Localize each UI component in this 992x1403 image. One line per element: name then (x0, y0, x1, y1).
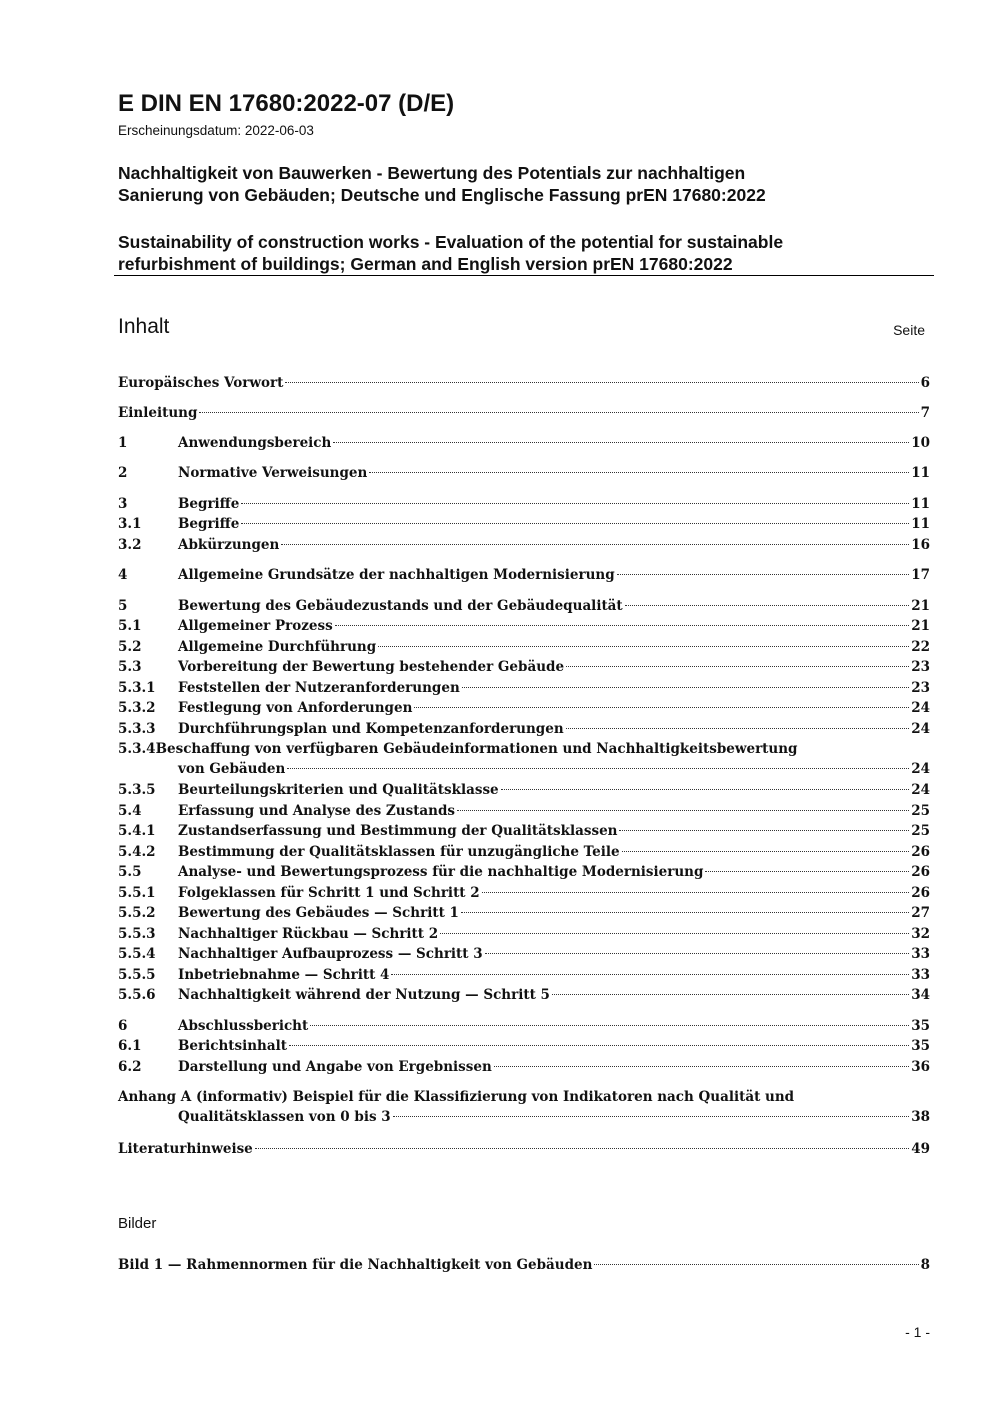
toc-leader-dots (241, 503, 909, 504)
toc-entry-page: 10 (911, 435, 930, 451)
toc-entry-line (118, 657, 930, 677)
toc-entry[interactable] (118, 463, 930, 483)
title-german-line-1: Nachhaltigkeit von Bauwerken - Bewertung des Potentials zur nachhaltigen (118, 163, 746, 183)
toc-entry[interactable] (118, 924, 930, 944)
toc-entry-line (118, 463, 930, 483)
toc-entry-line (118, 535, 930, 555)
toc-entry-title: Analyse- und Bewertungsprozess für die nachhaltige Modernisierung (178, 864, 704, 880)
toc-entry-number: 5.4.2 (118, 844, 156, 860)
toc-entry-page: 16 (911, 537, 930, 553)
toc-entry-number: 5.3.3 (118, 721, 156, 737)
toc-entry-first-line (118, 1087, 930, 1107)
title-english (118, 231, 783, 275)
toc-entry-number: 2 (118, 465, 128, 481)
toc-leader-dots (241, 523, 909, 524)
toc-entry-number: 6.1 (118, 1038, 142, 1054)
toc-entry-line (118, 719, 930, 739)
toc-entry-title: Abkürzungen (178, 537, 280, 553)
toc-leader-dots (310, 1025, 909, 1026)
toc-entry-page: 11 (911, 516, 930, 532)
toc-leader-dots (281, 544, 909, 545)
toc-entry-line (118, 965, 930, 985)
toc-entry-line (118, 514, 930, 534)
toc-leader-dots (289, 1045, 909, 1046)
toc-entry[interactable] (118, 719, 930, 739)
toc-entry-page: 49 (911, 1141, 930, 1157)
toc-entry-page: 32 (911, 926, 930, 942)
toc-entry-page: 26 (911, 885, 930, 901)
toc-entry-last-line (118, 1107, 930, 1127)
toc-entry-page: 36 (911, 1059, 930, 1075)
toc-entry-title: Beschaffung von verfügbaren Gebäudeinformationen und Nachhaltigkeitsbewertung (155, 741, 798, 757)
toc-entry-title: Abschlussbericht (178, 1018, 309, 1034)
toc-entry-title: Nachhaltigkeit während der Nutzung — Schritt 5 (178, 987, 550, 1003)
toc-leader-dots (391, 974, 909, 975)
toc-entry[interactable] (118, 985, 930, 1005)
toc-entry-number: 5.3.1 (118, 680, 156, 696)
toc-entry-number: 5.5.2 (118, 905, 156, 921)
toc-leader-dots (333, 442, 909, 443)
toc-entry-number: 5.5.3 (118, 926, 156, 942)
toc-entry[interactable] (118, 739, 930, 779)
toc-leader-dots (335, 625, 910, 626)
toc-entry-number: 5.2 (118, 639, 142, 655)
toc-leader-dots (552, 994, 909, 995)
toc-entry-title: Beurteilungskriterien und Qualitätsklasse (178, 782, 499, 798)
toc-entry-page: 25 (911, 803, 930, 819)
toc-entry-number: 3.1 (118, 516, 142, 532)
toc-leader-dots (461, 912, 909, 913)
toc-entry-line (118, 1016, 930, 1036)
toc-leader-dots (199, 412, 918, 413)
toc-entry-number: 3.2 (118, 537, 142, 553)
title-german (118, 162, 766, 206)
toc-entry[interactable] (118, 637, 930, 657)
document-title: E DIN EN 17680:2022-07 (D/E) (118, 90, 455, 117)
toc-entry-page: 21 (911, 598, 930, 614)
toc-entry[interactable] (118, 801, 930, 821)
toc-page-column-label: Seite (893, 322, 925, 338)
toc-entry-page: 26 (911, 864, 930, 880)
toc-entry-title: Nachhaltiger Aufbauprozess — Schritt 3 (178, 946, 483, 962)
toc-entry-number: 5.1 (118, 618, 142, 634)
toc-leader-dots (619, 830, 909, 831)
toc-entry-page: 26 (911, 844, 930, 860)
toc-entry[interactable] (118, 1036, 930, 1056)
toc-leader-dots (501, 789, 910, 790)
toc-entry-number: 5.3.5 (118, 782, 156, 798)
toc-entry[interactable] (118, 1139, 930, 1159)
toc-entry-title: Berichtsinhalt (178, 1038, 287, 1054)
toc-entry-title: Allgemeine Grundsätze der nachhaltigen Modernisierung (178, 567, 615, 583)
toc-leader-dots (482, 892, 910, 893)
header-divider (114, 275, 934, 276)
toc-entry-page: 24 (911, 721, 930, 737)
toc-entry[interactable] (118, 596, 930, 616)
title-english-line-1: Sustainability of construction works - Evaluation of the potential for sustainable (118, 232, 784, 252)
toc-entry[interactable] (118, 657, 930, 677)
toc-entry-number: 1 (118, 435, 128, 451)
toc-entry[interactable] (118, 862, 930, 882)
toc-entry-title: Begriffe (178, 516, 240, 532)
toc-entry-page: 33 (911, 946, 930, 962)
toc-entry-line (118, 433, 930, 453)
toc-entry-page: 8 (920, 1257, 930, 1273)
toc-entry-title: Feststellen der Nutzeranforderungen (178, 680, 460, 696)
toc-entry-first-line (118, 739, 930, 759)
toc-entry-line (118, 842, 930, 862)
toc-entry[interactable] (118, 565, 930, 585)
toc-entry[interactable] (118, 965, 930, 985)
toc-leader-dots (393, 1116, 910, 1117)
toc-entry[interactable] (118, 1057, 930, 1077)
toc-entry-line (118, 1036, 930, 1056)
toc-entry[interactable] (118, 1087, 930, 1127)
toc-entry-line (118, 801, 930, 821)
toc-entry-line (118, 678, 930, 698)
toc-entry-title: Nachhaltiger Rückbau — Schritt 2 (178, 926, 439, 942)
toc-entry-title: Bestimmung der Qualitätsklassen für unzugängliche Teile (178, 844, 620, 860)
toc-entry[interactable] (118, 903, 930, 923)
toc-entry-line (118, 1057, 930, 1077)
toc-entry-page: 11 (911, 465, 930, 481)
toc-leader-dots (494, 1066, 909, 1067)
toc-entry-page: 24 (911, 782, 930, 798)
toc-entry-line (118, 373, 930, 393)
toc-entry-page: 17 (911, 567, 930, 583)
toc-entry-title: Bild 1 — Rahmennormen für die Nachhaltigkeit von Gebäuden (118, 1257, 593, 1273)
toc-entry-line (118, 494, 930, 514)
toc-leader-dots (457, 810, 909, 811)
toc-entry-title: Einleitung (118, 405, 198, 421)
toc-leader-dots (462, 687, 909, 688)
toc-entry-page: 25 (911, 823, 930, 839)
toc-entry-page: 7 (920, 405, 930, 421)
toc-entry-page: 24 (911, 761, 930, 777)
toc-leader-dots (378, 646, 909, 647)
toc-entry-number: 5.5.6 (118, 987, 156, 1003)
toc-entry[interactable] (118, 494, 930, 514)
toc-leader-dots (594, 1264, 918, 1265)
toc-entry-page: 11 (911, 496, 930, 512)
toc-entry-page: 27 (911, 905, 930, 921)
toc-leader-dots (622, 851, 910, 852)
toc-entry-number: 5.3.4 (118, 741, 156, 757)
toc-entry-title-continued: von Gebäuden (178, 761, 286, 777)
toc-entry-title: Inbetriebnahme — Schritt 4 (178, 967, 390, 983)
toc-leader-dots (414, 707, 909, 708)
toc-entry-title: Begriffe (178, 496, 240, 512)
toc-entry-title: Folgeklassen für Schritt 1 und Schritt 2 (178, 885, 480, 901)
toc-entry-line (118, 944, 930, 964)
toc-entry-title: Literaturhinweise (118, 1141, 253, 1157)
toc-leader-dots (705, 871, 909, 872)
toc-entry-number: 5.3.2 (118, 700, 156, 716)
toc-entry-number: 5.5.4 (118, 946, 156, 962)
toc-leader-dots (485, 953, 910, 954)
toc-leader-dots (566, 666, 909, 667)
toc-entry-line (118, 924, 930, 944)
toc-entry-title: Zustandserfassung und Bestimmung der Qualitätsklassen (178, 823, 618, 839)
toc-entry-line (118, 1139, 930, 1159)
toc-entry-last-line (118, 759, 930, 779)
toc-entry-line (118, 1255, 930, 1275)
toc-entry-line (118, 616, 930, 636)
toc-entry-line (118, 821, 930, 841)
toc-leader-dots (617, 574, 910, 575)
toc-entry[interactable] (118, 821, 930, 841)
toc-leader-dots (440, 933, 909, 934)
toc-entry-number: 6 (118, 1018, 128, 1034)
toc-entry[interactable] (118, 433, 930, 453)
toc-entry-page: 38 (911, 1109, 930, 1125)
toc-entry[interactable] (118, 883, 930, 903)
toc-entry[interactable] (118, 678, 930, 698)
toc-entry-line (118, 565, 930, 585)
toc-entry-number: 5.4 (118, 803, 142, 819)
toc-entry-page: 35 (911, 1018, 930, 1034)
toc-entry-title: Bewertung des Gebäudes — Schritt 1 (178, 905, 459, 921)
toc-entry-number: 5.5.1 (118, 885, 156, 901)
toc-entry-line (118, 596, 930, 616)
toc-entry-title: Durchführungsplan und Kompetenzanforderungen (178, 721, 564, 737)
toc-entry-page: 6 (920, 375, 930, 391)
toc-entry-line (118, 985, 930, 1005)
toc-entry-number: 5.5.5 (118, 967, 156, 983)
publication-date: Erscheinungsdatum: 2022-06-03 (118, 123, 314, 138)
toc-entry-number: 5 (118, 598, 128, 614)
title-english-line-2: refurbishment of buildings; German and English version prEN 17680:2022 (118, 254, 733, 274)
toc-leader-dots (285, 382, 918, 383)
toc-entry-page: 23 (911, 680, 930, 696)
toc-entry-number: 5.3 (118, 659, 142, 675)
toc-entry[interactable] (118, 403, 930, 423)
toc-entry-page: 35 (911, 1038, 930, 1054)
toc-entry-line (118, 862, 930, 882)
toc-entry[interactable] (118, 514, 930, 534)
toc-entry-number: 3 (118, 496, 128, 512)
toc-entry-line (118, 883, 930, 903)
toc-heading: Inhalt (118, 315, 170, 338)
toc-entry-title: Festlegung von Anforderungen (178, 700, 413, 716)
toc-entry-title: Darstellung und Angabe von Ergebnissen (178, 1059, 492, 1075)
toc-entry-title: Allgemeine Durchführung (178, 639, 377, 655)
toc-entry-line (118, 637, 930, 657)
toc-entry[interactable] (118, 698, 930, 718)
toc-entry-number: 6.2 (118, 1059, 142, 1075)
toc-entry-line (118, 403, 930, 423)
toc-entry-title: Erfassung und Analyse des Zustands (178, 803, 456, 819)
toc-entry-page: 22 (911, 639, 930, 655)
toc-entry-title-continued: Qualitätsklassen von 0 bis 3 (178, 1109, 391, 1125)
toc-entry[interactable] (118, 1016, 930, 1036)
toc-leader-dots (625, 605, 910, 606)
toc-entry[interactable] (118, 535, 930, 555)
toc-entry-title: Anhang A (informativ) Beispiel für die Klassifizierung von Indikatoren nach Qualität und (118, 1089, 795, 1105)
toc-entry-number: 4 (118, 567, 128, 583)
toc-entry-number: 5.4.1 (118, 823, 156, 839)
toc-entry[interactable] (118, 944, 930, 964)
toc-entry-page: 21 (911, 618, 930, 634)
toc-entry-page: 33 (911, 967, 930, 983)
toc-entry-title: Vorbereitung der Bewertung bestehender Gebäude (178, 659, 565, 675)
toc-entry-title: Anwendungsbereich (178, 435, 332, 451)
toc-entry[interactable] (118, 842, 930, 862)
toc-entry-line (118, 780, 930, 800)
toc-leader-dots (287, 768, 909, 769)
toc-leader-dots (369, 472, 909, 473)
toc-entry[interactable] (118, 1255, 930, 1275)
toc-leader-dots (566, 728, 910, 729)
toc-entry-line (118, 698, 930, 718)
toc-entry-title: Normative Verweisungen (178, 465, 368, 481)
figures-heading: Bilder (118, 1215, 157, 1232)
toc-entry-line (118, 903, 930, 923)
toc-entry-page: 24 (911, 700, 930, 716)
page-number: - 1 - (905, 1324, 930, 1340)
toc-entry-title: Allgemeiner Prozess (178, 618, 333, 634)
toc-entry-page: 23 (911, 659, 930, 675)
toc-entry-number: 5.5 (118, 864, 142, 880)
toc-entry[interactable] (118, 373, 930, 393)
toc-entry-title: Bewertung des Gebäudezustands und der Gebäudequalität (178, 598, 623, 614)
toc-entry[interactable] (118, 780, 930, 800)
toc-leader-dots (255, 1148, 909, 1149)
toc-entry-page: 34 (911, 987, 930, 1003)
toc-entry-title: Europäisches Vorwort (118, 375, 284, 391)
title-german-line-2: Sanierung von Gebäuden; Deutsche und Englische Fassung prEN 17680:2022 (118, 185, 766, 205)
toc-entry[interactable] (118, 616, 930, 636)
